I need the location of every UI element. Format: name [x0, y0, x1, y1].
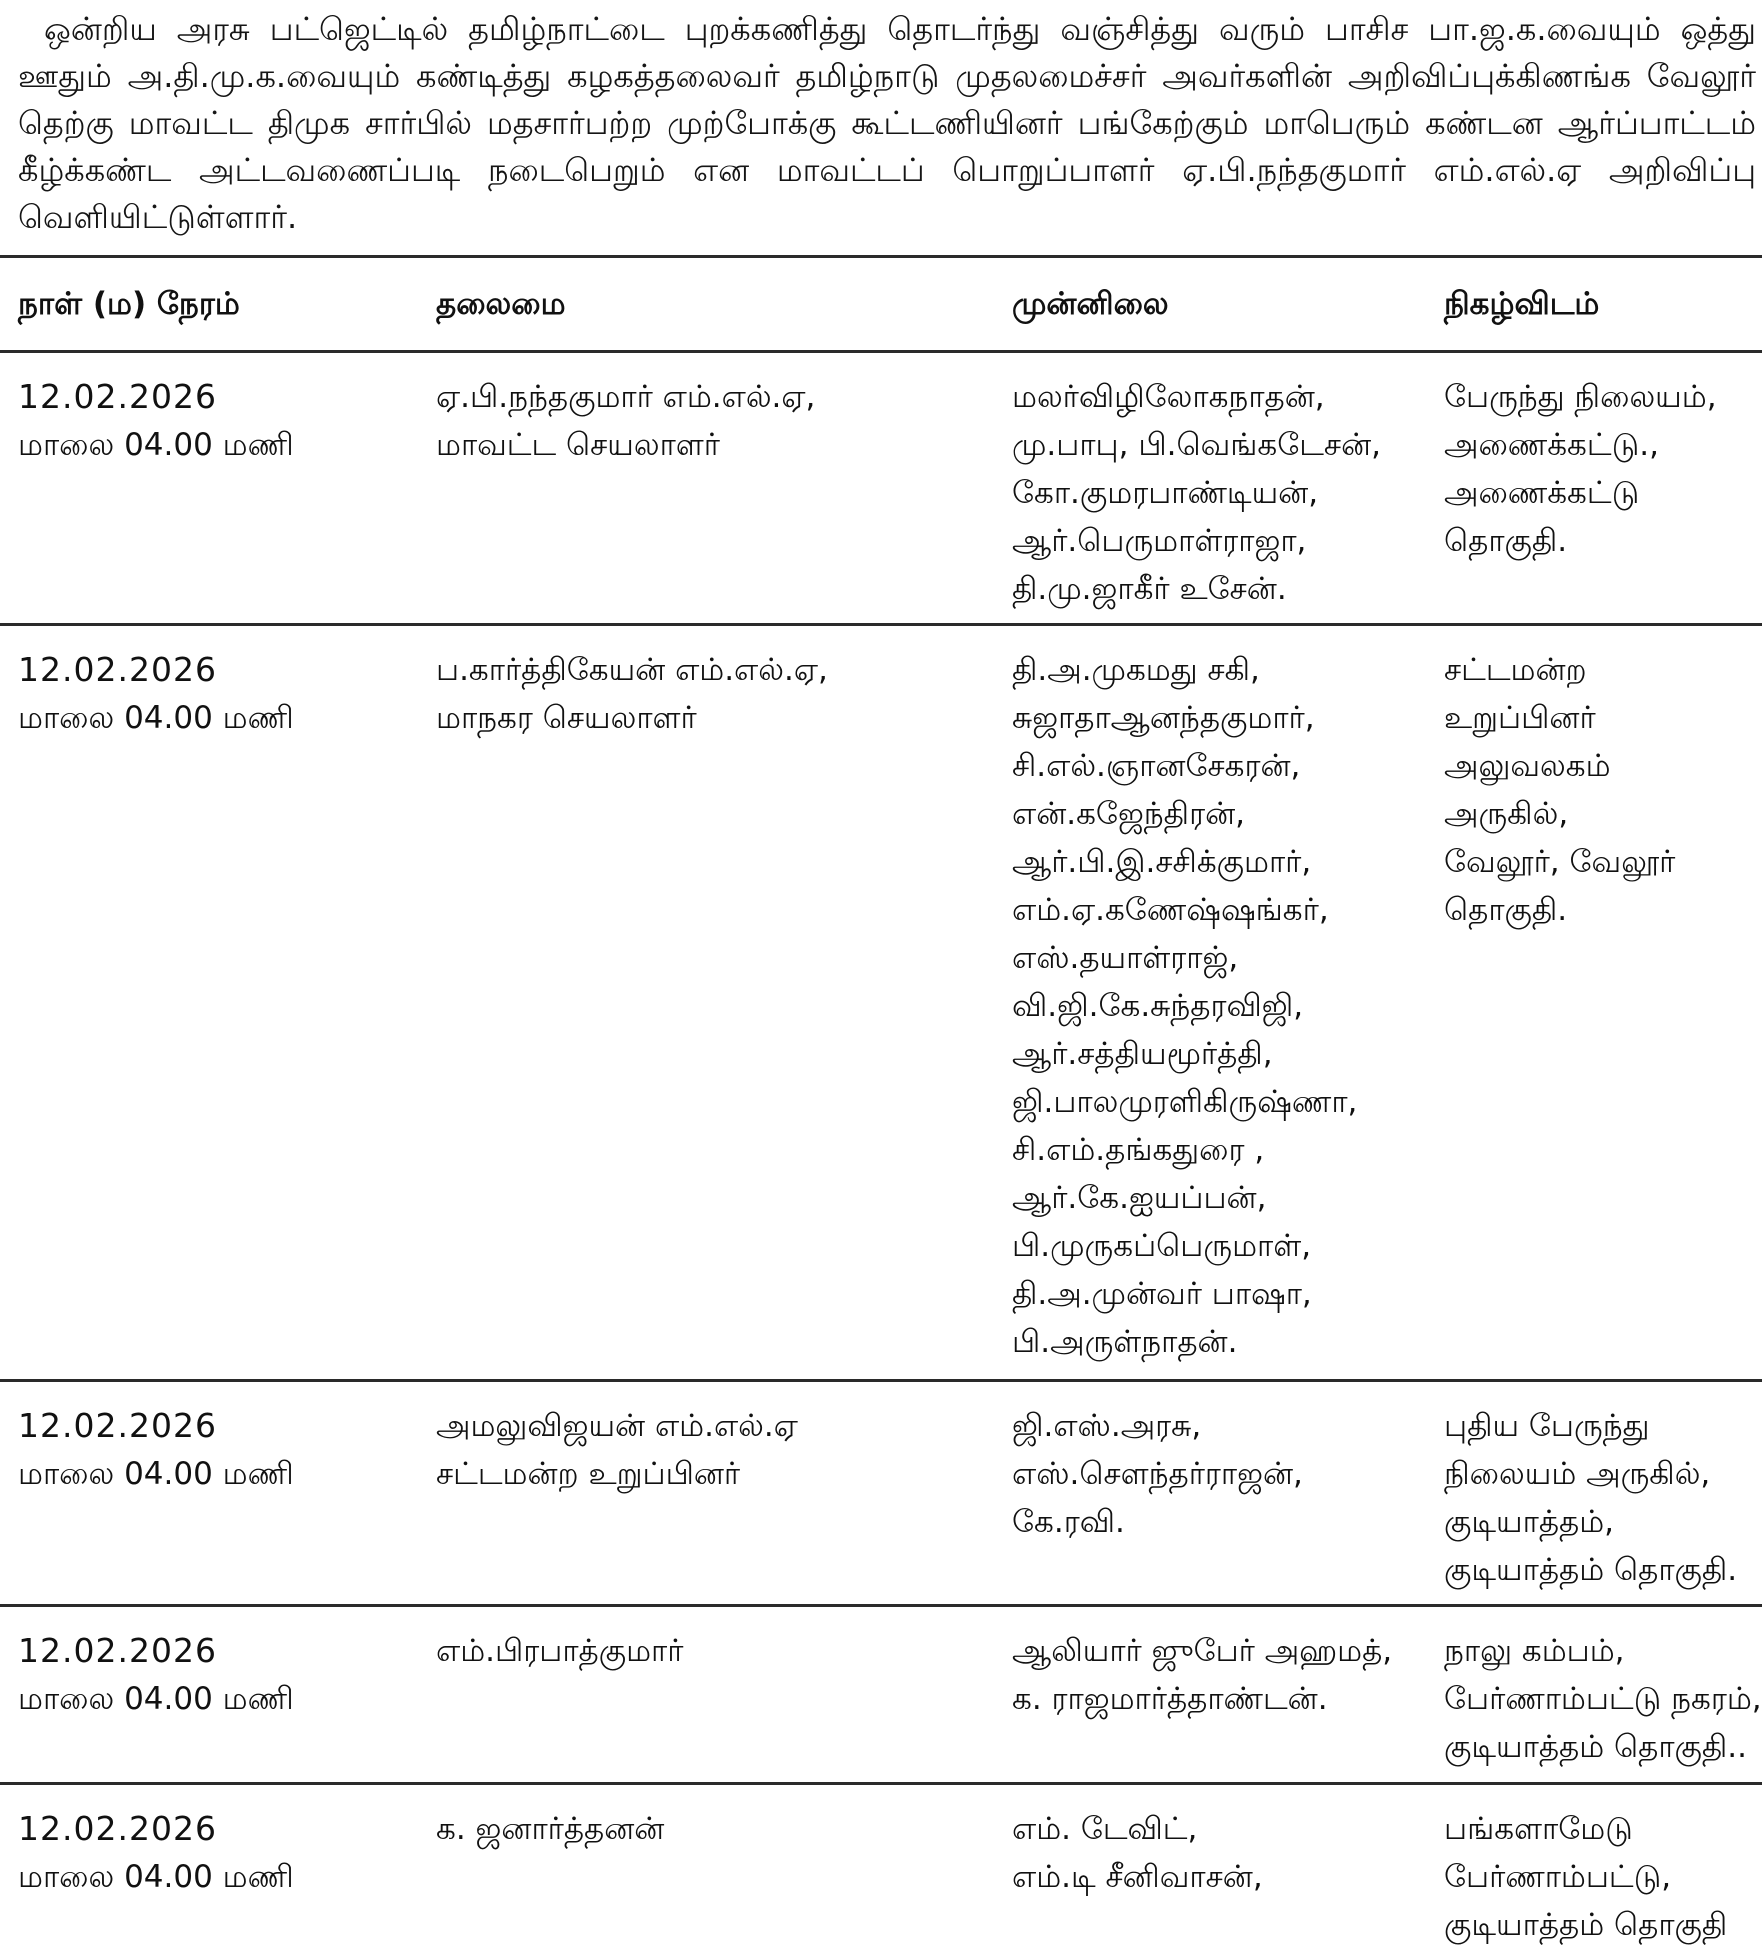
lead-cell [1012, 1402, 1303, 1546]
table-row [0, 1785, 1762, 1960]
lead-cell [1012, 646, 1357, 1366]
table-header-row [0, 258, 1762, 350]
header-lead: முன்னிலை [1012, 286, 1169, 322]
lead-line: க. ராஜமார்த்தாண்டன். [1012, 1681, 1328, 1717]
venue-line: அலுவலகம் [1444, 748, 1611, 784]
event-date: 12.02.2026 [18, 1406, 217, 1445]
event-date: 12.02.2026 [18, 650, 217, 689]
event-time: மாலை 04.00 மணி [18, 1681, 294, 1717]
lead-line: எம். டேவிட், [1012, 1811, 1198, 1847]
lead-line: ஆர்.சத்தியமூர்த்தி, [1012, 1036, 1273, 1072]
lead-line: ஜி.எஸ்.அரசு, [1012, 1408, 1202, 1444]
venue-line: அணைக்கட்டு., [1444, 427, 1659, 463]
lead-line: பி.அருள்நாதன். [1012, 1324, 1238, 1360]
chair-cell [436, 646, 828, 742]
venue-line: நாலு கம்பம், [1444, 1633, 1625, 1669]
lead-line: தி.மு.ஜாகீர் உசேன். [1012, 571, 1287, 607]
venue-line: தொகுதி. [1444, 523, 1568, 559]
chair-line: மாவட்ட செயலாளர் [436, 427, 720, 463]
venue-line: பங்களாமேடு [1444, 1811, 1633, 1847]
event-time: மாலை 04.00 மணி [18, 427, 294, 463]
venue-line: பேர்ணாம்பட்டு நகரம், [1444, 1681, 1762, 1717]
chair-line: அமலுவிஜயன் எம்.எல்.ஏ [436, 1408, 798, 1444]
chair-line: சட்டமன்ற உறுப்பினர் [436, 1456, 741, 1492]
venue-line: புதிய பேருந்து [1444, 1408, 1650, 1444]
lead-line: ஆலியார் ஜுபேர் அஹமத், [1012, 1633, 1393, 1669]
lead-line: வி.ஜி.கே.சுந்தரவிஜி, [1012, 988, 1304, 1024]
header-venue: நிகழ்விடம் [1444, 286, 1600, 322]
lead-line: சி.எல்.ஞானசேகரன், [1012, 748, 1301, 784]
date-time-cell [18, 646, 294, 742]
lead-line: எஸ்.தயாள்ராஜ், [1012, 940, 1239, 976]
event-time: மாலை 04.00 மணி [18, 1456, 294, 1492]
event-date: 12.02.2026 [18, 377, 217, 416]
venue-line: குடியாத்தம் தொகுதி.. [1444, 1729, 1747, 1765]
table-row [0, 1607, 1762, 1782]
venue-line: தொகுதி. [1444, 892, 1568, 928]
chair-line: எம்.பிரபாத்குமார் [436, 1633, 684, 1669]
lead-line: ஆர்.கே.ஐயப்பன், [1012, 1180, 1267, 1216]
event-date: 12.02.2026 [18, 1809, 217, 1848]
venue-line: குடியாத்தம் தொகுதி [1444, 1907, 1728, 1943]
date-time-cell [18, 373, 294, 469]
intro-paragraph: ஒன்றிய அரசு பட்ஜெட்டில் தமிழ்நாட்டை புறக்கணித்து தொடர்ந்து வஞ்சித்து வரும் பாசிச பா.ஜ.க.வையும் ஒத்து ஊதும் அ.தி.மு.க.வையும் கண்டித்து கழகத்தலைவர் தமிழ்நாடு முதலமைச்சர் அவர்களின் அறிவிப்புக்கிணங்க வேலூர் தெற்கு மாவட்ட திமுக சார்பில் மதசார்பற்ற முற்போக்கு கூட்டணியினர் பங்கேற்கும் மாபெரும் கண்டன ஆர்ப்பாட்டம் கீழ்க்கண்ட அட்டவணைப்படி நடைபெறும் என மாவட்டப் பொறுப்பாளர் ஏ.பி.நந்தகுமார் எம்.எல்.ஏ அறிவிப்பு வெளியிட்டுள்ளார். [18, 10, 1756, 236]
chair-cell [436, 373, 815, 469]
chair-cell [436, 1805, 664, 1853]
lead-line: தி.அ.முகமது சகி, [1012, 652, 1260, 688]
event-time: மாலை 04.00 மணி [18, 700, 294, 736]
lead-cell [1012, 1627, 1392, 1723]
lead-line: எம்.ஏ.கணேஷ்ஷங்கர், [1012, 892, 1329, 928]
table-row [0, 1382, 1762, 1604]
schedule-table [0, 255, 1762, 1960]
lead-cell [1012, 373, 1381, 613]
chair-line: ஏ.பி.நந்தகுமார் எம்.எல்.ஏ, [436, 379, 816, 415]
table-row [0, 626, 1762, 1379]
event-time: மாலை 04.00 மணி [18, 1859, 294, 1895]
chair-cell [436, 1402, 798, 1498]
chair-line: ப.கார்த்திகேயன் எம்.எல்.ஏ, [436, 652, 828, 688]
chair-cell [436, 1627, 683, 1675]
venue-line: அருகில், [1444, 796, 1569, 832]
date-time-cell [18, 1402, 294, 1498]
venue-cell [1444, 1627, 1762, 1771]
lead-line: மலர்விழிலோகநாதன், [1012, 379, 1325, 415]
lead-line: சி.எம்.தங்கதுரை , [1012, 1132, 1265, 1168]
venue-line: குடியாத்தம் தொகுதி. [1444, 1552, 1738, 1588]
lead-line: தி.அ.முன்வர் பாஷா, [1012, 1276, 1312, 1312]
date-time-cell [18, 1805, 294, 1901]
venue-line: அணைக்கட்டு [1444, 475, 1640, 511]
lead-line: ஜி.பாலமுரளிகிருஷ்ணா, [1012, 1084, 1358, 1120]
venue-line: பேருந்து நிலையம், [1444, 379, 1717, 415]
lead-cell [1012, 1805, 1263, 1901]
lead-line: எம்.டி சீனிவாசன், [1012, 1859, 1263, 1895]
lead-line: கோ.குமரபாண்டியன், [1012, 475, 1319, 511]
lead-line: என்.கஜேந்திரன், [1012, 796, 1246, 832]
venue-line: நிலையம் அருகில், [1444, 1456, 1711, 1492]
event-date: 12.02.2026 [18, 1631, 217, 1670]
venue-cell [1444, 646, 1675, 934]
venue-line: உறுப்பினர் [1444, 700, 1596, 736]
header-chair: தலைமை [436, 286, 566, 322]
chair-line: க. ஜனார்த்தனன் [436, 1811, 665, 1847]
lead-line: எஸ்.சௌந்தர்ராஜன், [1012, 1456, 1303, 1492]
lead-line: ஆர்.பி.இ.சசிக்குமார், [1012, 844, 1312, 880]
venue-line: பேர்ணாம்பட்டு, [1444, 1859, 1672, 1895]
chair-line: மாநகர செயலாளர் [436, 700, 697, 736]
lead-line: சுஜாதாஆனந்தகுமார், [1012, 700, 1315, 736]
table-row [0, 353, 1762, 623]
lead-line: மு.பாபு, பி.வெங்கடேசன், [1012, 427, 1381, 463]
lead-line: பி.முருகப்பெருமாள், [1012, 1228, 1312, 1264]
header-date-time: நாள் (ம) நேரம் [18, 286, 240, 322]
lead-line: கே.ரவி. [1012, 1504, 1125, 1540]
lead-line: ஆர்.பெருமாள்ராஜா, [1012, 523, 1307, 559]
venue-cell [1444, 373, 1717, 565]
venue-line: வேலூர், வேலூர் [1444, 844, 1676, 880]
venue-cell [1444, 1402, 1737, 1594]
venue-cell [1444, 1805, 1727, 1949]
venue-line: சட்டமன்ற [1444, 652, 1587, 688]
date-time-cell [18, 1627, 294, 1723]
venue-line: குடியாத்தம், [1444, 1504, 1615, 1540]
